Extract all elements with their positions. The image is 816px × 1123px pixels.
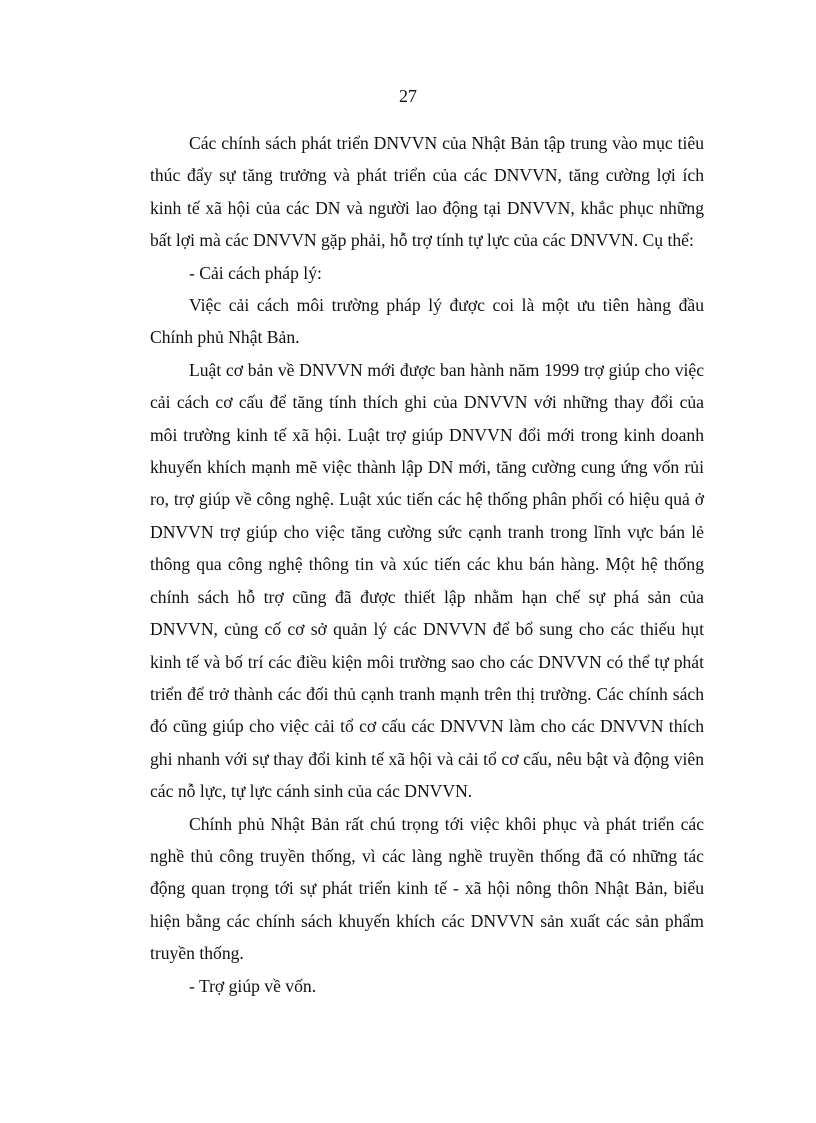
page-number: 27 — [399, 86, 417, 106]
paragraph: - Cải cách pháp lý: — [189, 262, 322, 283]
paragraph: - Trợ giúp về vốn. — [189, 975, 317, 996]
body-text — [150, 127, 704, 1002]
paragraph: Luật cơ bản về DNVVN mới được ban hành năm 1999 trợ giúp cho việc cải cách cơ cấu để tăng tính thích ghi của DNVVN với những thay đổi của môi trường kinh tế xã hội. Luật trợ giúp DNVVN đổi mới trong kinh doanh khuyến khích mạnh mẽ việc thành lập DN mới, tăng cường cung ứng vốn rủi ro, trợ giúp về công nghệ. Luật xúc tiến các hệ thống phân phối có hiệu quả ở DNVVN trợ giúp cho việc tăng cường sức cạnh tranh trong lĩnh vực bán lẻ thông qua công nghệ thông tin và xúc tiến các khu bán hàng. Một hệ thống chính sách hỗ trợ cũng đã được thiết lập nhằm hạn chế sự phá sản của DNVVN, củng cố cơ sở quản lý các DNVVN để bổ sung cho các thiếu hụt kinh tế và bố trí các điều kiện môi trường sao cho các DNVVN có thể tự phát triển để trở thành các đối thủ cạnh tranh mạnh trên thị trường. Các chính sách đó cũng giúp cho việc cải tổ cơ cấu các DNVVN làm cho các DNVVN thích ghi nhanh với sự thay đổi kinh tế xã hội và cải tổ cơ cấu, nêu bật và động viên các nỗ lực, tự lực cánh sinh của các DNVVN. — [150, 359, 704, 802]
paragraph: Việc cải cách môi trường pháp lý được coi là một ưu tiên hàng đầu Chính phủ Nhật Bản. — [150, 295, 704, 348]
paragraph: Các chính sách phát triển DNVVN của Nhật Bản tập trung vào mục tiêu thúc đẩy sự tăng trưởng và phát triển của các DNVVN, tăng cường lợi ích kinh tế xã hội của các DN và người lao động tại DNVVN, khắc phục những bất lợi mà các DNVVN gặp phải, hỗ trợ tính tự lực của các DNVVN. Cụ thể: — [150, 133, 704, 251]
paragraph: Chính phủ Nhật Bản rất chú trọng tới việc khôi phục và phát triển các nghề thủ công truyền thống, vì các làng nghề truyền thống đã có những tác động quan trọng tới sự phát triển kinh tế - xã hội nông thôn Nhật Bản, biểu hiện bằng các chính sách khuyến khích các DNVVN sản xuất các sản phẩm truyền thống. — [150, 813, 704, 964]
